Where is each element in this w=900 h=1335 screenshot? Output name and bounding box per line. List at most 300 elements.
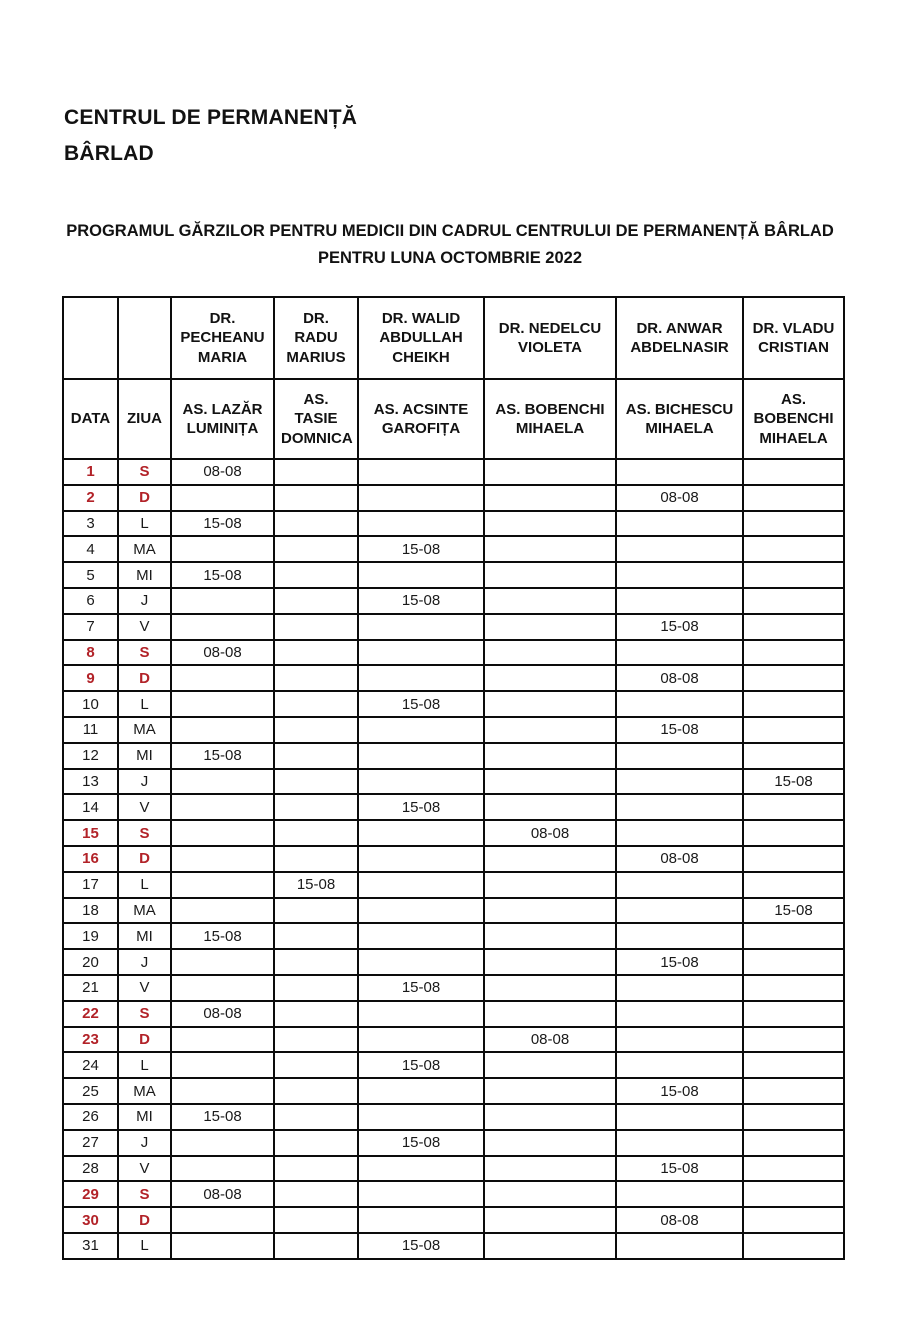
shift-cell xyxy=(743,717,844,743)
shift-cell: 15-08 xyxy=(171,1104,274,1130)
shift-cell: 15-08 xyxy=(274,872,358,898)
date-cell: 19 xyxy=(63,923,118,949)
table-row xyxy=(63,872,844,898)
day-cell: V xyxy=(118,794,171,820)
shift-cell xyxy=(616,872,743,898)
shift-cell xyxy=(274,562,358,588)
day-cell: J xyxy=(118,1130,171,1156)
shift-cell xyxy=(274,769,358,795)
table-row xyxy=(63,769,844,795)
shift-cell xyxy=(358,459,484,485)
shift-cell xyxy=(358,846,484,872)
shift-cell xyxy=(484,536,616,562)
shift-cell xyxy=(743,614,844,640)
shift-cell xyxy=(274,1078,358,1104)
shift-cell xyxy=(743,536,844,562)
shift-cell xyxy=(743,665,844,691)
shift-cell xyxy=(171,949,274,975)
shift-cell xyxy=(743,820,844,846)
shift-cell: 15-08 xyxy=(171,743,274,769)
shift-cell xyxy=(274,614,358,640)
shift-cell xyxy=(171,588,274,614)
assistant-name-header: AS. BOBENCHI MIHAELA xyxy=(743,379,844,459)
shift-cell xyxy=(616,511,743,537)
shift-cell xyxy=(743,1207,844,1233)
shift-cell xyxy=(743,1001,844,1027)
shift-cell xyxy=(616,536,743,562)
shift-cell xyxy=(743,562,844,588)
day-cell: MA xyxy=(118,898,171,924)
shift-cell: 15-08 xyxy=(171,511,274,537)
shift-cell: 15-08 xyxy=(616,1156,743,1182)
shift-cell: 08-08 xyxy=(484,820,616,846)
shift-cell xyxy=(616,820,743,846)
org-title-line1: CENTRUL DE PERMANENȚĂ xyxy=(64,106,358,129)
doctor-header-row xyxy=(63,297,844,379)
shift-cell: 15-08 xyxy=(358,1233,484,1259)
shift-cell xyxy=(171,898,274,924)
shift-cell xyxy=(484,1181,616,1207)
shift-cell xyxy=(743,846,844,872)
date-cell: 27 xyxy=(63,1130,118,1156)
table-row xyxy=(63,459,844,485)
date-cell: 2 xyxy=(63,485,118,511)
shift-cell xyxy=(358,1104,484,1130)
shift-cell xyxy=(743,949,844,975)
shift-cell xyxy=(484,898,616,924)
shift-cell xyxy=(171,1207,274,1233)
shift-cell xyxy=(171,717,274,743)
shift-cell: 15-08 xyxy=(358,975,484,1001)
corner-empty-data xyxy=(63,297,118,379)
day-cell: J xyxy=(118,588,171,614)
shift-cell: 15-08 xyxy=(616,1078,743,1104)
shift-cell xyxy=(743,872,844,898)
shift-cell xyxy=(743,1233,844,1259)
doctor-name-header: DR. NEDELCU VIOLETA xyxy=(484,297,616,379)
assistant-name-header: AS. TASIE DOMNICA xyxy=(274,379,358,459)
doctor-name-header: DR. PECHEANU MARIA xyxy=(171,297,274,379)
shift-cell xyxy=(274,794,358,820)
date-cell: 8 xyxy=(63,640,118,666)
date-cell: 11 xyxy=(63,717,118,743)
shift-cell xyxy=(616,1233,743,1259)
date-cell: 14 xyxy=(63,794,118,820)
shift-cell: 08-08 xyxy=(171,1181,274,1207)
shift-cell xyxy=(171,1052,274,1078)
table-row xyxy=(63,1104,844,1130)
shift-cell: 15-08 xyxy=(358,588,484,614)
shift-cell xyxy=(171,872,274,898)
date-cell: 22 xyxy=(63,1001,118,1027)
day-cell: S xyxy=(118,459,171,485)
shift-cell xyxy=(484,691,616,717)
shift-cell xyxy=(484,640,616,666)
shift-cell xyxy=(171,691,274,717)
shift-cell: 15-08 xyxy=(616,717,743,743)
shift-cell xyxy=(616,1181,743,1207)
day-cell: D xyxy=(118,1207,171,1233)
shift-cell: 08-08 xyxy=(616,1207,743,1233)
shift-cell: 08-08 xyxy=(484,1027,616,1053)
shift-cell: 15-08 xyxy=(358,1130,484,1156)
day-cell: D xyxy=(118,485,171,511)
schedule-title-line1: PROGRAMUL GĂRZILOR PENTRU MEDICII DIN CADRUL CENTRULUI DE PERMANENȚĂ BÂRLAD xyxy=(66,222,834,240)
shift-cell xyxy=(274,1001,358,1027)
day-cell: V xyxy=(118,1156,171,1182)
corner-empty-ziua xyxy=(118,297,171,379)
shift-cell xyxy=(484,665,616,691)
day-cell: S xyxy=(118,820,171,846)
doctor-name-header: DR. ANWAR ABDELNASIR xyxy=(616,297,743,379)
shift-cell: 15-08 xyxy=(358,691,484,717)
table-row xyxy=(63,1156,844,1182)
schedule-table-body xyxy=(63,459,844,1259)
shift-cell xyxy=(274,717,358,743)
shift-cell: 08-08 xyxy=(616,846,743,872)
table-row xyxy=(63,1078,844,1104)
day-cell: MA xyxy=(118,1078,171,1104)
shift-cell xyxy=(274,1027,358,1053)
date-cell: 31 xyxy=(63,1233,118,1259)
shift-cell xyxy=(274,846,358,872)
table-row xyxy=(63,898,844,924)
shift-cell xyxy=(484,949,616,975)
date-cell: 21 xyxy=(63,975,118,1001)
date-cell: 24 xyxy=(63,1052,118,1078)
date-cell: 3 xyxy=(63,511,118,537)
shift-cell xyxy=(616,923,743,949)
table-row xyxy=(63,975,844,1001)
shift-cell xyxy=(743,1130,844,1156)
assistant-name-header: AS. LAZĂR LUMINIȚA xyxy=(171,379,274,459)
shift-cell: 15-08 xyxy=(743,769,844,795)
assistant-name-header: AS. BICHESCU MIHAELA xyxy=(616,379,743,459)
shift-cell xyxy=(274,1052,358,1078)
table-row xyxy=(63,1207,844,1233)
shift-cell xyxy=(484,485,616,511)
table-row xyxy=(63,1001,844,1027)
day-cell: V xyxy=(118,614,171,640)
shift-cell xyxy=(484,511,616,537)
shift-cell xyxy=(484,1052,616,1078)
shift-cell xyxy=(484,717,616,743)
shift-cell xyxy=(358,717,484,743)
shift-cell xyxy=(616,1052,743,1078)
assistant-name-header: AS. ACSINTE GAROFIȚA xyxy=(358,379,484,459)
shift-cell xyxy=(358,640,484,666)
shift-cell xyxy=(274,485,358,511)
shift-cell xyxy=(171,536,274,562)
org-title xyxy=(64,100,357,172)
assistant-header-row xyxy=(63,379,844,459)
shift-cell xyxy=(274,1130,358,1156)
day-cell: S xyxy=(118,640,171,666)
shift-cell xyxy=(616,1104,743,1130)
shift-cell xyxy=(484,794,616,820)
shift-cell: 15-08 xyxy=(616,614,743,640)
shift-cell xyxy=(358,769,484,795)
date-cell: 23 xyxy=(63,1027,118,1053)
shift-cell xyxy=(358,743,484,769)
assistant-name-header: AS. BOBENCHI MIHAELA xyxy=(484,379,616,459)
shift-cell xyxy=(616,769,743,795)
table-row xyxy=(63,640,844,666)
shift-cell xyxy=(484,614,616,640)
table-row xyxy=(63,588,844,614)
shift-cell: 08-08 xyxy=(171,1001,274,1027)
date-cell: 28 xyxy=(63,1156,118,1182)
day-cell: S xyxy=(118,1181,171,1207)
shift-cell xyxy=(616,588,743,614)
shift-cell xyxy=(616,640,743,666)
shift-cell xyxy=(743,1078,844,1104)
shift-cell xyxy=(616,975,743,1001)
table-row xyxy=(63,665,844,691)
date-cell: 29 xyxy=(63,1181,118,1207)
table-row xyxy=(63,717,844,743)
shift-cell xyxy=(484,923,616,949)
shift-cell xyxy=(358,1027,484,1053)
shift-cell xyxy=(358,1078,484,1104)
date-cell: 4 xyxy=(63,536,118,562)
shift-cell xyxy=(484,1156,616,1182)
shift-cell xyxy=(743,588,844,614)
shift-cell xyxy=(358,898,484,924)
shift-cell xyxy=(171,1156,274,1182)
date-cell: 9 xyxy=(63,665,118,691)
shift-cell xyxy=(274,665,358,691)
shift-cell xyxy=(358,665,484,691)
day-cell: D xyxy=(118,665,171,691)
shift-cell xyxy=(484,562,616,588)
shift-cell xyxy=(171,1027,274,1053)
day-cell: L xyxy=(118,511,171,537)
shift-cell xyxy=(616,794,743,820)
day-cell: D xyxy=(118,1027,171,1053)
shift-cell: 15-08 xyxy=(171,562,274,588)
shift-cell xyxy=(171,665,274,691)
shift-cell xyxy=(484,846,616,872)
shift-cell xyxy=(743,640,844,666)
shift-cell xyxy=(484,975,616,1001)
shift-cell xyxy=(616,459,743,485)
shift-cell xyxy=(743,485,844,511)
shift-cell xyxy=(484,588,616,614)
shift-cell xyxy=(171,820,274,846)
table-row xyxy=(63,691,844,717)
table-row xyxy=(63,614,844,640)
table-row xyxy=(63,485,844,511)
shift-cell xyxy=(358,1181,484,1207)
shift-cell xyxy=(274,511,358,537)
shift-cell xyxy=(616,562,743,588)
shift-cell xyxy=(358,614,484,640)
table-row xyxy=(63,1027,844,1053)
shift-cell xyxy=(171,975,274,1001)
shift-cell xyxy=(358,511,484,537)
shift-cell xyxy=(484,872,616,898)
table-row xyxy=(63,794,844,820)
shift-cell: 15-08 xyxy=(616,949,743,975)
day-cell: L xyxy=(118,1233,171,1259)
shift-cell xyxy=(484,743,616,769)
shift-cell xyxy=(743,923,844,949)
day-cell: MI xyxy=(118,562,171,588)
doctor-name-header: DR. WALID ABDULLAH CHEIKH xyxy=(358,297,484,379)
doctor-name-header: DR. VLADU CRISTIAN xyxy=(743,297,844,379)
table-row xyxy=(63,536,844,562)
date-cell: 6 xyxy=(63,588,118,614)
shift-cell xyxy=(274,640,358,666)
day-cell: MI xyxy=(118,743,171,769)
day-cell: L xyxy=(118,872,171,898)
day-cell: L xyxy=(118,1052,171,1078)
shift-cell: 15-08 xyxy=(358,536,484,562)
shift-cell xyxy=(743,1181,844,1207)
date-cell: 13 xyxy=(63,769,118,795)
shift-cell xyxy=(358,872,484,898)
shift-cell xyxy=(358,949,484,975)
shift-cell xyxy=(743,794,844,820)
table-row xyxy=(63,743,844,769)
shift-cell: 15-08 xyxy=(171,923,274,949)
date-cell: 7 xyxy=(63,614,118,640)
day-cell: MA xyxy=(118,717,171,743)
day-cell: MI xyxy=(118,1104,171,1130)
shift-cell xyxy=(743,743,844,769)
date-cell: 17 xyxy=(63,872,118,898)
date-cell: 15 xyxy=(63,820,118,846)
shift-cell xyxy=(274,975,358,1001)
shift-cell xyxy=(274,820,358,846)
shift-cell xyxy=(171,614,274,640)
shift-cell xyxy=(171,1078,274,1104)
shift-cell xyxy=(616,743,743,769)
date-cell: 18 xyxy=(63,898,118,924)
table-row xyxy=(63,1130,844,1156)
shift-cell xyxy=(358,923,484,949)
shift-cell xyxy=(484,1207,616,1233)
shift-cell xyxy=(171,846,274,872)
table-row xyxy=(63,1181,844,1207)
date-cell: 1 xyxy=(63,459,118,485)
shift-cell xyxy=(484,1104,616,1130)
shift-cell xyxy=(274,1181,358,1207)
shift-cell xyxy=(274,1207,358,1233)
shift-cell xyxy=(743,511,844,537)
shift-cell xyxy=(358,485,484,511)
shift-cell: 08-08 xyxy=(616,485,743,511)
shift-cell xyxy=(743,1052,844,1078)
shift-cell xyxy=(274,898,358,924)
day-cell: V xyxy=(118,975,171,1001)
table-row xyxy=(63,1233,844,1259)
shift-cell: 08-08 xyxy=(171,459,274,485)
shift-cell xyxy=(484,1001,616,1027)
shift-cell xyxy=(358,562,484,588)
date-cell: 10 xyxy=(63,691,118,717)
shift-cell xyxy=(274,923,358,949)
shift-cell xyxy=(171,1130,274,1156)
table-row xyxy=(63,949,844,975)
shift-cell xyxy=(274,1233,358,1259)
shift-cell xyxy=(743,975,844,1001)
shift-cell: 15-08 xyxy=(358,1052,484,1078)
day-cell: S xyxy=(118,1001,171,1027)
day-cell: L xyxy=(118,691,171,717)
shift-schedule-table xyxy=(62,296,845,1260)
date-cell: 30 xyxy=(63,1207,118,1233)
shift-cell xyxy=(171,794,274,820)
shift-cell xyxy=(743,691,844,717)
doctor-name-header: DR. RADU MARIUS xyxy=(274,297,358,379)
shift-cell xyxy=(274,459,358,485)
shift-cell xyxy=(274,588,358,614)
shift-cell xyxy=(171,769,274,795)
shift-cell xyxy=(743,459,844,485)
table-row xyxy=(63,820,844,846)
shift-cell: 15-08 xyxy=(743,898,844,924)
shift-cell xyxy=(358,1207,484,1233)
date-cell: 26 xyxy=(63,1104,118,1130)
shift-cell xyxy=(616,1027,743,1053)
shift-cell xyxy=(358,820,484,846)
day-cell: D xyxy=(118,846,171,872)
shift-cell xyxy=(358,1001,484,1027)
date-cell: 25 xyxy=(63,1078,118,1104)
shift-cell xyxy=(358,1156,484,1182)
date-cell: 16 xyxy=(63,846,118,872)
ziua-column-header: ZIUA xyxy=(118,379,171,459)
shift-cell xyxy=(171,1233,274,1259)
schedule-title xyxy=(0,218,900,272)
date-cell: 20 xyxy=(63,949,118,975)
shift-cell: 08-08 xyxy=(616,665,743,691)
date-cell: 5 xyxy=(63,562,118,588)
day-cell: J xyxy=(118,949,171,975)
shift-cell xyxy=(616,691,743,717)
day-cell: J xyxy=(118,769,171,795)
shift-cell xyxy=(484,769,616,795)
shift-cell: 08-08 xyxy=(171,640,274,666)
day-cell: MI xyxy=(118,923,171,949)
table-row xyxy=(63,923,844,949)
shift-cell xyxy=(171,485,274,511)
shift-cell xyxy=(274,536,358,562)
data-column-header: DATA xyxy=(63,379,118,459)
shift-cell: 15-08 xyxy=(358,794,484,820)
shift-cell xyxy=(274,691,358,717)
schedule-title-line2: PENTRU LUNA OCTOMBRIE 2022 xyxy=(317,249,583,267)
org-title-line2: BÂRLAD xyxy=(64,142,154,165)
shift-cell xyxy=(616,1130,743,1156)
shift-cell xyxy=(743,1104,844,1130)
date-cell: 12 xyxy=(63,743,118,769)
shift-cell xyxy=(484,1233,616,1259)
shift-cell xyxy=(743,1027,844,1053)
table-row xyxy=(63,562,844,588)
shift-cell xyxy=(274,949,358,975)
shift-cell xyxy=(274,743,358,769)
table-row xyxy=(63,511,844,537)
shift-cell xyxy=(274,1104,358,1130)
shift-cell xyxy=(484,1078,616,1104)
shift-cell xyxy=(274,1156,358,1182)
table-row xyxy=(63,1052,844,1078)
shift-cell xyxy=(616,1001,743,1027)
shift-cell xyxy=(616,898,743,924)
